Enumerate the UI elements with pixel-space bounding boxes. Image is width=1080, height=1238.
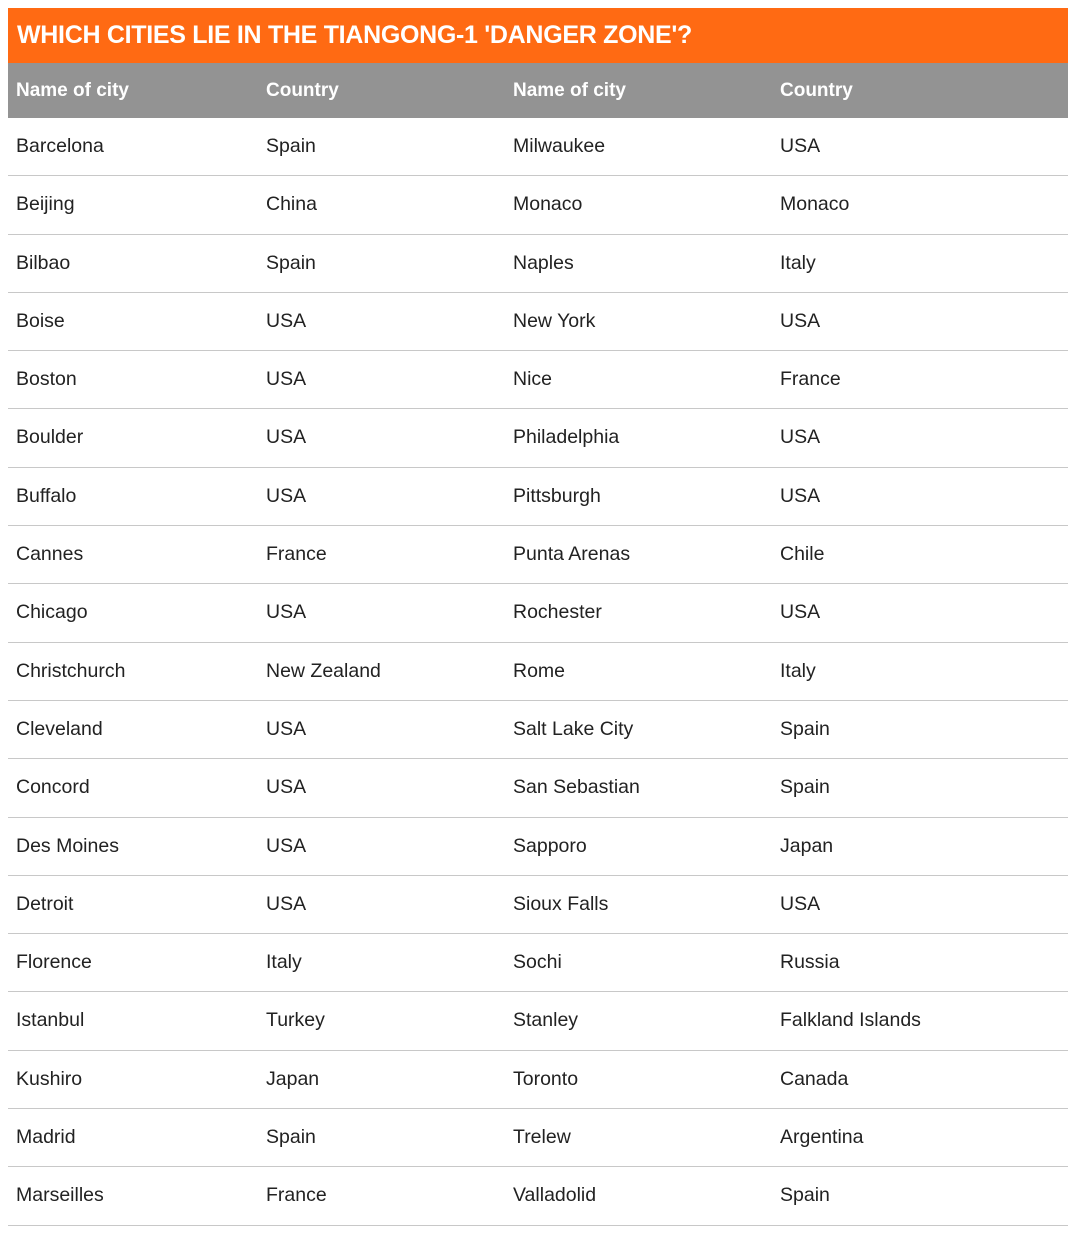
city-cell: Rochester	[513, 601, 602, 624]
header-country-2: Country	[780, 80, 853, 101]
city-cell: Punta Arenas	[513, 543, 631, 566]
city-cell: Des Moines	[16, 834, 119, 857]
header-name-of-city-1: Name of city	[16, 80, 129, 101]
country-cell: USA	[266, 426, 307, 449]
country-cell: Spain	[780, 776, 830, 799]
country-cell: USA	[266, 717, 307, 740]
table-row	[8, 351, 1068, 409]
city-cell: Cannes	[16, 543, 84, 566]
city-cell: Madrid	[16, 1126, 76, 1149]
country-cell: Chile	[780, 543, 825, 566]
city-cell: Istanbul	[16, 1009, 85, 1032]
city-cell: Stanley	[513, 1009, 579, 1032]
table-row	[8, 1109, 1068, 1167]
country-cell: Canada	[780, 1067, 849, 1090]
header-name-of-city-2: Name of city	[513, 80, 626, 101]
city-cell: Sioux Falls	[513, 892, 609, 915]
country-cell: Russia	[780, 951, 840, 974]
table-row	[8, 409, 1068, 467]
city-cell: Barcelona	[16, 135, 104, 157]
country-cell: Japan	[266, 1067, 320, 1090]
table-row	[8, 468, 1068, 526]
country-cell: USA	[266, 776, 307, 799]
city-cell: Buffalo	[16, 484, 77, 507]
country-cell: USA	[266, 368, 307, 391]
table-row	[8, 1167, 1068, 1225]
city-cell: Toronto	[513, 1067, 579, 1090]
country-cell: USA	[780, 892, 821, 915]
table-header-row	[8, 63, 1068, 118]
country-cell: Turkey	[266, 1009, 325, 1032]
table-row	[8, 293, 1068, 351]
country-cell: China	[266, 193, 317, 216]
city-cell: Nice	[513, 368, 553, 391]
table-row	[8, 584, 1068, 642]
city-cell: Valladolid	[513, 1184, 597, 1207]
country-cell: France	[780, 368, 841, 391]
country-cell: USA	[780, 426, 821, 449]
table-row	[8, 701, 1068, 759]
country-cell: Spain	[266, 1126, 316, 1149]
city-cell: Detroit	[16, 892, 74, 915]
city-cell: Concord	[16, 776, 90, 799]
table-title: WHICH CITIES LIE IN THE TIANGONG-1 'DANGER ZONE'?	[8, 8, 1068, 63]
city-cell: Rome	[513, 659, 566, 682]
city-cell: Pittsburgh	[513, 484, 601, 507]
country-cell: Italy	[780, 659, 816, 682]
table-row	[8, 235, 1068, 293]
country-cell: Spain	[780, 1184, 830, 1207]
country-cell: USA	[266, 892, 307, 915]
city-cell: Naples	[513, 251, 574, 274]
table-row	[8, 1051, 1068, 1109]
city-cell: Boise	[16, 309, 65, 332]
table-row	[8, 818, 1068, 876]
country-cell: USA	[780, 484, 821, 507]
city-table-container	[8, 8, 1068, 1226]
country-cell: USA	[266, 601, 307, 624]
country-cell: USA	[266, 834, 307, 857]
table-body	[8, 118, 1068, 1226]
country-cell: Falkland Islands	[780, 1009, 921, 1032]
country-cell: Monaco	[780, 193, 850, 216]
table-row	[8, 176, 1068, 234]
country-cell: Italy	[266, 951, 302, 974]
country-cell: Argentina	[780, 1126, 864, 1149]
country-cell: USA	[780, 135, 821, 157]
table-row	[8, 934, 1068, 992]
city-cell: San Sebastian	[513, 776, 640, 799]
city-cell: Florence	[16, 951, 92, 974]
city-cell: Cleveland	[16, 717, 103, 740]
city-cell: Salt Lake City	[513, 717, 634, 740]
country-cell: Japan	[780, 834, 834, 857]
country-cell: France	[266, 1184, 327, 1207]
country-cell: Spain	[266, 251, 316, 274]
city-cell: Sochi	[513, 951, 562, 974]
city-cell: Chicago	[16, 601, 88, 624]
city-cell: Boston	[16, 368, 77, 391]
city-cell: Monaco	[513, 193, 583, 216]
header-country-1: Country	[266, 80, 339, 101]
city-cell: Bilbao	[16, 251, 71, 274]
country-cell: Spain	[780, 717, 830, 740]
city-cell: Sapporo	[513, 834, 587, 857]
city-cell: Marseilles	[16, 1184, 104, 1207]
country-cell: Spain	[266, 135, 316, 157]
table-row	[8, 643, 1068, 701]
city-cell: Milwaukee	[513, 135, 606, 157]
country-cell: Italy	[780, 251, 816, 274]
table-row	[8, 876, 1068, 934]
city-cell: New York	[513, 309, 596, 332]
city-cell: Kushiro	[16, 1067, 83, 1090]
country-cell: New Zealand	[266, 659, 381, 682]
country-cell: USA	[266, 309, 307, 332]
city-cell: Boulder	[16, 426, 84, 449]
table-row	[8, 526, 1068, 584]
country-cell: USA	[266, 484, 307, 507]
table-row	[8, 118, 1068, 176]
country-cell: USA	[780, 601, 821, 624]
country-cell: France	[266, 543, 327, 566]
city-cell: Trelew	[513, 1126, 571, 1149]
table-row	[8, 759, 1068, 817]
city-cell: Christchurch	[16, 659, 126, 682]
country-cell: USA	[780, 309, 821, 332]
city-cell: Philadelphia	[513, 426, 620, 449]
city-cell: Beijing	[16, 193, 75, 216]
table-row	[8, 992, 1068, 1050]
